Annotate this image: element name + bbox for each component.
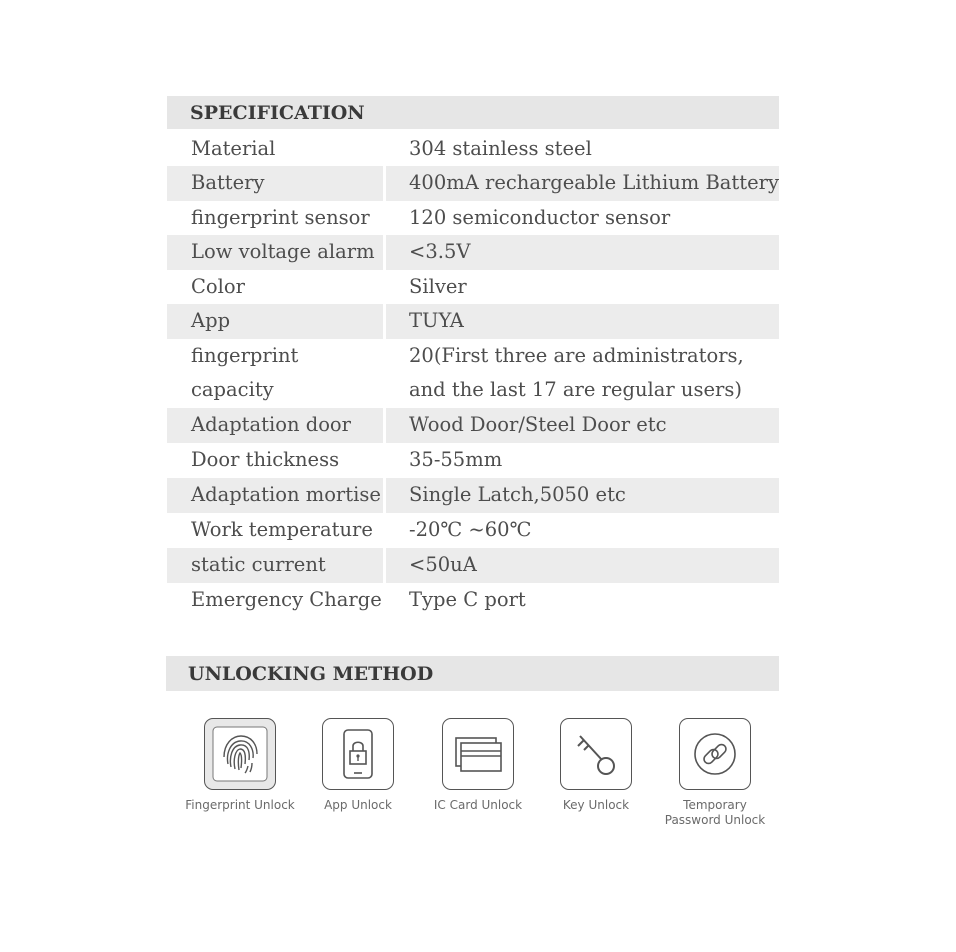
link-icon (679, 718, 751, 790)
spec-value-line: 35-55mm (409, 448, 503, 471)
spec-key: Material (191, 137, 276, 160)
method-label: App Unlock (324, 798, 392, 812)
spec-value-line: 304 stainless steel (409, 137, 592, 160)
spec-value (383, 513, 779, 548)
spec-value (383, 235, 779, 270)
method-key-unlock (531, 718, 661, 813)
spec-value (383, 548, 779, 583)
method-label: Key Unlock (562, 798, 630, 812)
spec-value (383, 270, 779, 304)
spec-row (167, 201, 779, 235)
spec-value-line: Wood Door/Steel Door etc (409, 413, 667, 436)
spec-value-line: and the last 17 are regular users) (409, 378, 742, 401)
spec-key: Low voltage alarm (191, 240, 375, 263)
spec-key: Adaptation mortise (191, 483, 381, 506)
spec-value-line: <3.5V (409, 240, 471, 263)
spec-key: Adaptation door (191, 413, 351, 436)
specification-table (167, 96, 779, 618)
spec-value-line: 120 semiconductor sensor (409, 206, 671, 229)
spec-row (167, 408, 779, 443)
spec-value-line: Type C port (409, 588, 526, 611)
method-ic-card-unlock (413, 718, 543, 813)
spec-value-line: Silver (409, 275, 467, 298)
spec-value (383, 201, 779, 235)
spec-row (167, 132, 779, 166)
spec-value-line: TUYA (409, 309, 464, 332)
spec-value (383, 132, 779, 166)
spec-value-line: <50uA (409, 553, 477, 576)
specification-title: SPECIFICATION (167, 96, 779, 132)
spec-key: Battery (191, 171, 265, 194)
spec-value (383, 408, 779, 443)
spec-row (167, 443, 779, 478)
spec-row (167, 235, 779, 270)
spec-key: Color (191, 275, 245, 298)
spec-value (383, 166, 779, 201)
spec-key: fingerprint sensor (191, 206, 370, 229)
spec-value-line: 20(First three are administrators, (409, 344, 744, 367)
spec-value (383, 478, 779, 513)
spec-row (167, 548, 779, 583)
spec-row (167, 513, 779, 548)
card-icon (442, 718, 514, 790)
spec-value (383, 304, 779, 339)
spec-value-line: -20℃ ~60℃ (409, 518, 532, 541)
spec-row (167, 304, 779, 339)
spec-value (383, 443, 779, 478)
spec-key: static current (191, 553, 326, 576)
method-label: Fingerprint Unlock (185, 798, 295, 812)
spec-key: fingerprint capacity (191, 344, 299, 401)
spec-value (383, 583, 779, 618)
spec-key: Work temperature (191, 518, 373, 541)
spec-value-line: 400mA rechargeable Lithium Battery (409, 171, 779, 194)
spec-row (167, 270, 779, 304)
method-fingerprint-unlock (175, 718, 305, 813)
spec-row (167, 339, 779, 408)
spec-key: App (191, 309, 231, 332)
phone-lock-icon (322, 718, 394, 790)
spec-key: Door thickness (191, 448, 340, 471)
spec-key: Emergency Charge (191, 588, 382, 611)
method-label: IC Card Unlock (433, 798, 523, 812)
method-label: Temporary Password Unlock (664, 798, 766, 827)
spec-row (167, 478, 779, 513)
spec-value (383, 339, 779, 408)
spec-row (167, 166, 779, 201)
spec-value-line: Single Latch,5050 etc (409, 483, 626, 506)
spec-row (167, 583, 779, 618)
unlocking-method-title: UNLOCKING METHOD (166, 656, 779, 691)
method-temporary-password-unlock (650, 718, 780, 828)
method-app-unlock (293, 718, 423, 813)
key-icon (560, 718, 632, 790)
fingerprint-icon (204, 718, 276, 790)
